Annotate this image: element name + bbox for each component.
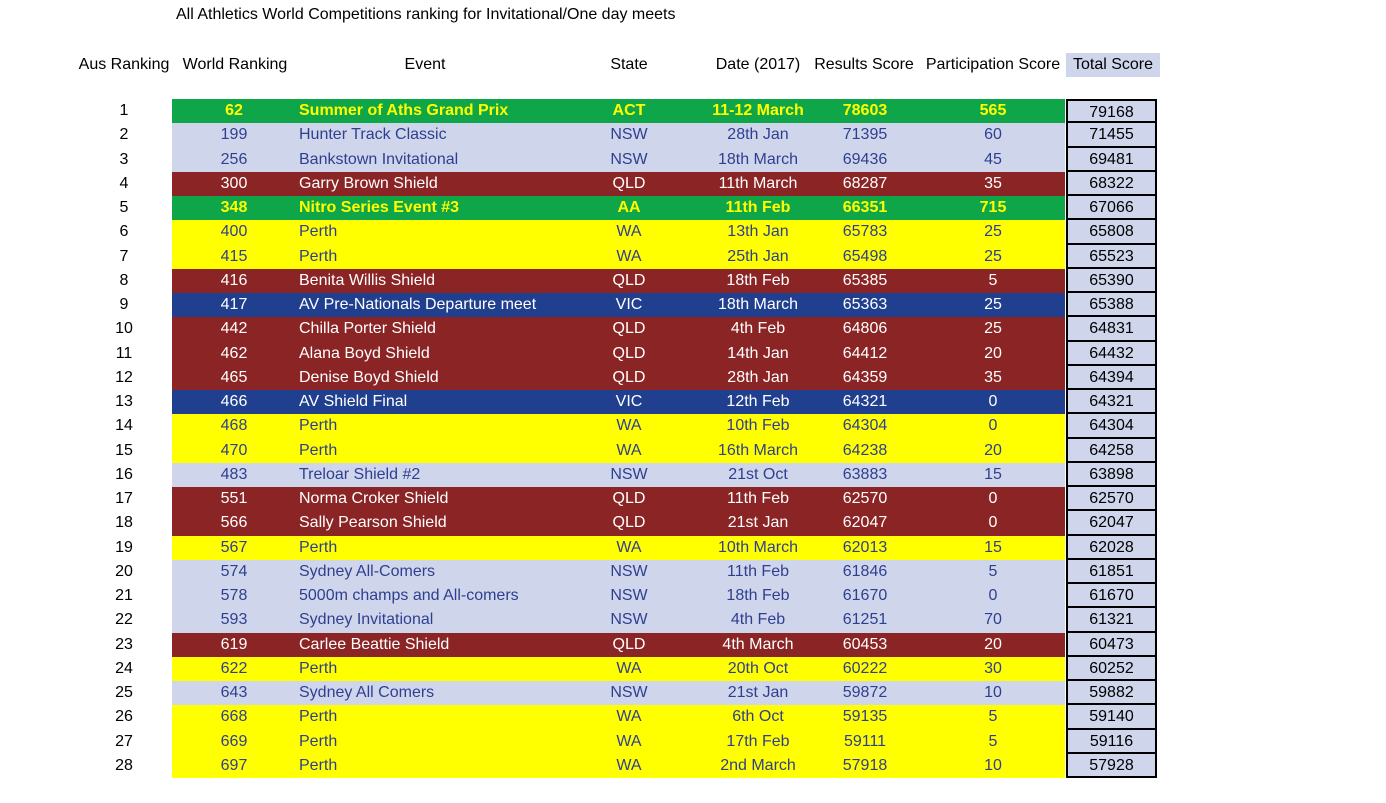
- total-score-cell: 63898: [1066, 463, 1157, 487]
- participation-score-cell: 35: [984, 174, 1002, 192]
- table-row: [0, 754, 1386, 778]
- world-ranking-cell: 622: [220, 659, 248, 677]
- table-row: [0, 172, 1386, 196]
- world-ranking-cell: 593: [220, 611, 248, 629]
- table-row: [0, 560, 1386, 584]
- date-cell: 28th Jan: [727, 368, 789, 386]
- table-row: [0, 439, 1386, 463]
- state-cell: NSW: [610, 126, 648, 144]
- table-row: [0, 123, 1386, 147]
- state-cell: QLD: [612, 490, 646, 507]
- results-score-cell: 64359: [842, 368, 888, 386]
- date-cell: 11th March: [718, 174, 798, 192]
- table-row: [0, 366, 1386, 390]
- total-score-cell: 68322: [1066, 172, 1157, 196]
- aus-ranking-cell: 26: [115, 708, 133, 726]
- participation-score-cell: 25: [984, 223, 1002, 241]
- total-score-cell: 64394: [1066, 366, 1157, 390]
- aus-ranking-cell: 4: [119, 174, 129, 192]
- aus-ranking-cell: 10: [115, 320, 133, 338]
- results-score-cell: 66351: [842, 199, 888, 216]
- participation-score-cell: 15: [984, 538, 1002, 556]
- table-row: [0, 633, 1386, 657]
- table-row: [0, 293, 1386, 317]
- table-row: [0, 705, 1386, 729]
- aus-ranking-cell: 22: [115, 611, 133, 629]
- total-score-cell: 79168: [1066, 99, 1157, 123]
- date-cell: 14th Jan: [727, 344, 789, 362]
- total-score-cell: 64321: [1066, 390, 1157, 414]
- aus-ranking-cell: 25: [115, 684, 133, 701]
- aus-ranking-cell: 28: [115, 756, 133, 774]
- state-cell: WA: [616, 756, 642, 774]
- date-cell: 11th Feb: [727, 490, 789, 507]
- participation-score-cell: 10: [984, 684, 1002, 701]
- table-row: [0, 99, 1386, 123]
- event-cell: Perth: [299, 247, 338, 265]
- total-score-cell: 59882: [1066, 681, 1157, 705]
- total-score-cell: 65390: [1066, 269, 1157, 293]
- aus-ranking-cell: 18: [115, 514, 133, 532]
- participation-score-cell: 30: [984, 659, 1002, 677]
- date-cell: 10th March: [717, 538, 799, 556]
- participation-score-cell: 0: [988, 490, 998, 507]
- world-ranking-cell: 256: [220, 150, 248, 168]
- total-score-cell: 60252: [1066, 657, 1157, 681]
- results-score-cell: 57918: [842, 756, 888, 774]
- participation-score-cell: 715: [979, 199, 1007, 216]
- total-score-cell: 62047: [1066, 511, 1157, 535]
- results-score-cell: 60453: [842, 635, 888, 653]
- total-score-cell: 61851: [1066, 560, 1157, 584]
- world-ranking-cell: 199: [220, 126, 248, 144]
- state-cell: QLD: [612, 514, 646, 532]
- aus-ranking-cell: 11: [115, 344, 133, 362]
- world-ranking-cell: 567: [220, 538, 248, 556]
- total-score-cell: 64831: [1066, 317, 1157, 341]
- date-cell: 16th March: [717, 441, 799, 459]
- aus-ranking-cell: 17: [115, 490, 133, 507]
- results-score-cell: 68287: [842, 174, 888, 192]
- event-cell: Hunter Track Classic: [299, 126, 447, 144]
- results-score-cell: 78603: [842, 102, 888, 119]
- results-score-cell: 62047: [842, 514, 888, 532]
- date-cell: 11th Feb: [725, 199, 791, 216]
- participation-score-cell: 5: [988, 271, 998, 289]
- table-row: [0, 414, 1386, 438]
- results-score-cell: 59111: [843, 732, 887, 750]
- event-cell: AV Pre-Nationals Departure meet: [299, 296, 537, 313]
- sheet-title: All Athletics World Competitions ranking for Invitational/One day meets: [176, 6, 676, 23]
- event-cell: Sydney All-Comers: [299, 562, 436, 580]
- world-ranking-cell: 566: [220, 514, 248, 532]
- state-cell: AA: [617, 199, 641, 216]
- header-aus-ranking: Aus Ranking: [78, 56, 170, 73]
- participation-score-cell: 15: [984, 465, 1002, 483]
- state-cell: VIC: [615, 296, 643, 313]
- participation-score-cell: 0: [988, 417, 998, 435]
- aus-ranking-cell: 23: [115, 635, 133, 653]
- state-cell: WA: [616, 247, 642, 265]
- total-score-cell: 62028: [1066, 536, 1157, 560]
- world-ranking-cell: 483: [220, 465, 248, 483]
- total-score-cell: 59140: [1066, 705, 1157, 729]
- event-cell: Treloar Shield #2: [299, 465, 421, 483]
- header-total-score: Total Score: [1066, 53, 1160, 77]
- aus-ranking-cell: 20: [115, 562, 133, 580]
- date-cell: 21st Oct: [728, 465, 788, 483]
- world-ranking-cell: 442: [220, 320, 248, 338]
- event-cell: 5000m champs and All-comers: [299, 587, 519, 604]
- date-cell: 4th March: [722, 635, 794, 653]
- date-cell: 12th Feb: [726, 393, 790, 410]
- results-score-cell: 64412: [842, 344, 888, 362]
- total-score-cell: 60473: [1066, 633, 1157, 657]
- world-ranking-cell: 400: [220, 223, 248, 241]
- total-score-cell: 59116: [1066, 730, 1157, 754]
- world-ranking-cell: 462: [220, 344, 248, 362]
- participation-score-cell: 5: [988, 732, 998, 750]
- participation-score-cell: 5: [988, 562, 998, 580]
- world-ranking-cell: 669: [220, 732, 248, 750]
- world-ranking-cell: 574: [220, 562, 248, 580]
- world-ranking-cell: 578: [220, 587, 248, 604]
- participation-score-cell: 5: [988, 708, 998, 726]
- participation-score-cell: 0: [988, 393, 998, 410]
- state-cell: NSW: [610, 684, 648, 701]
- table-row: [0, 681, 1386, 705]
- state-cell: ACT: [612, 102, 646, 119]
- event-cell: Perth: [299, 732, 338, 750]
- event-cell: Sydney Invitational: [299, 611, 434, 629]
- participation-score-cell: 60: [984, 126, 1002, 144]
- date-cell: 25th Jan: [727, 247, 789, 265]
- date-cell: 4th Feb: [730, 611, 786, 629]
- participation-score-cell: 565: [979, 102, 1007, 119]
- results-score-cell: 71395: [842, 126, 888, 144]
- world-ranking-cell: 465: [220, 368, 248, 386]
- table-row: [0, 269, 1386, 293]
- date-cell: 4th Feb: [730, 320, 786, 338]
- total-score-cell: 64304: [1066, 414, 1157, 438]
- date-cell: 18th Feb: [726, 587, 790, 604]
- aus-ranking-cell: 13: [115, 393, 133, 410]
- total-score-cell: 64258: [1066, 439, 1157, 463]
- total-score-cell: 61321: [1066, 608, 1157, 632]
- table-row: [0, 390, 1386, 414]
- participation-score-cell: 25: [984, 247, 1002, 265]
- event-cell: Carlee Beattie Shield: [299, 635, 450, 653]
- date-cell: 18th Feb: [726, 271, 790, 289]
- aus-ranking-cell: 3: [119, 150, 129, 168]
- date-cell: 10th Feb: [726, 417, 790, 435]
- participation-score-cell: 20: [984, 344, 1002, 362]
- table-row: [0, 608, 1386, 632]
- world-ranking-cell: 415: [220, 247, 248, 265]
- header-event: Event: [404, 56, 446, 73]
- world-ranking-cell: 643: [220, 684, 248, 701]
- participation-score-cell: 10: [984, 756, 1002, 774]
- ranking-table: [0, 99, 1386, 778]
- results-score-cell: 65363: [842, 296, 888, 313]
- state-cell: QLD: [612, 174, 646, 192]
- participation-score-cell: 20: [984, 635, 1002, 653]
- header-world-ranking: World Ranking: [182, 56, 288, 73]
- state-cell: NSW: [610, 587, 648, 604]
- state-cell: WA: [616, 417, 642, 435]
- total-score-cell: 64432: [1066, 342, 1157, 366]
- date-cell: 11th Feb: [727, 562, 789, 580]
- table-row: [0, 511, 1386, 535]
- aus-ranking-cell: 1: [119, 102, 129, 119]
- results-score-cell: 69436: [842, 150, 888, 168]
- event-cell: Perth: [299, 223, 338, 241]
- results-score-cell: 64238: [842, 441, 888, 459]
- results-score-cell: 65783: [842, 223, 888, 241]
- state-cell: WA: [616, 538, 642, 556]
- table-row: [0, 342, 1386, 366]
- world-ranking-cell: 468: [220, 417, 248, 435]
- date-cell: 21st Jan: [727, 684, 789, 701]
- event-cell: Alana Boyd Shield: [299, 344, 430, 362]
- results-score-cell: 64304: [842, 417, 888, 435]
- table-row: [0, 536, 1386, 560]
- event-cell: Chilla Porter Shield: [299, 320, 436, 338]
- table-row: [0, 220, 1386, 244]
- event-cell: Garry Brown Shield: [299, 174, 438, 192]
- event-cell: Perth: [299, 538, 338, 556]
- state-cell: QLD: [612, 635, 646, 653]
- header-results-score: Results Score: [814, 56, 914, 73]
- event-cell: Perth: [299, 659, 338, 677]
- table-row: [0, 487, 1386, 511]
- aus-ranking-cell: 19: [115, 538, 133, 556]
- state-cell: WA: [616, 441, 642, 459]
- state-cell: WA: [616, 659, 642, 677]
- state-cell: QLD: [612, 320, 646, 338]
- state-cell: QLD: [612, 344, 646, 362]
- results-score-cell: 62013: [842, 538, 888, 556]
- header-date: Date (2017): [715, 56, 801, 73]
- participation-score-cell: 35: [984, 368, 1002, 386]
- event-cell: Perth: [299, 756, 338, 774]
- aus-ranking-cell: 9: [119, 296, 129, 313]
- table-row: [0, 657, 1386, 681]
- event-cell: Benita Willis Shield: [299, 271, 436, 289]
- date-cell: 2nd March: [720, 756, 796, 774]
- aus-ranking-cell: 6: [119, 223, 129, 241]
- results-score-cell: 65498: [842, 247, 888, 265]
- table-row: [0, 317, 1386, 341]
- event-cell: Bankstown Invitational: [299, 150, 459, 168]
- participation-score-cell: 45: [984, 150, 1002, 168]
- world-ranking-cell: 466: [220, 393, 248, 410]
- aus-ranking-cell: 27: [115, 732, 133, 750]
- state-cell: QLD: [612, 368, 646, 386]
- results-score-cell: 61670: [842, 587, 888, 604]
- aus-ranking-cell: 14: [115, 417, 133, 435]
- results-score-cell: 62570: [842, 490, 888, 507]
- table-row: [0, 245, 1386, 269]
- event-cell: Sydney All Comers: [299, 684, 435, 701]
- total-score-cell: 61670: [1066, 584, 1157, 608]
- total-score-cell: 69481: [1066, 148, 1157, 172]
- date-cell: 17th Feb: [726, 732, 790, 750]
- state-cell: NSW: [610, 611, 648, 629]
- table-row: [0, 196, 1386, 220]
- date-cell: 6th Oct: [732, 708, 784, 726]
- state-cell: NSW: [610, 150, 648, 168]
- world-ranking-cell: 300: [220, 174, 248, 192]
- world-ranking-cell: 619: [220, 635, 248, 653]
- aus-ranking-cell: 2: [119, 126, 129, 144]
- date-cell: 21st Jan: [727, 514, 789, 532]
- total-score-cell: 65808: [1066, 220, 1157, 244]
- participation-score-cell: 20: [984, 441, 1002, 459]
- aus-ranking-cell: 16: [115, 465, 133, 483]
- event-cell: Denise Boyd Shield: [299, 368, 439, 386]
- total-score-cell: 65388: [1066, 293, 1157, 317]
- world-ranking-cell: 470: [220, 441, 248, 459]
- world-ranking-cell: 62: [225, 102, 243, 119]
- state-cell: QLD: [612, 271, 646, 289]
- world-ranking-cell: 416: [220, 271, 248, 289]
- event-cell: Sally Pearson Shield: [299, 514, 447, 532]
- event-cell: Perth: [299, 708, 338, 726]
- state-cell: VIC: [615, 393, 643, 410]
- event-cell: Perth: [299, 441, 338, 459]
- participation-score-cell: 70: [984, 611, 1002, 629]
- aus-ranking-cell: 5: [119, 199, 129, 216]
- results-score-cell: 59872: [842, 684, 888, 701]
- world-ranking-cell: 551: [220, 490, 248, 507]
- aus-ranking-cell: 24: [115, 659, 133, 677]
- event-cell: AV Shield Final: [299, 393, 408, 410]
- results-score-cell: 59135: [842, 708, 888, 726]
- table-row: [0, 463, 1386, 487]
- header-state: State: [610, 56, 648, 73]
- results-score-cell: 64321: [842, 393, 888, 410]
- participation-score-cell: 0: [988, 587, 998, 604]
- aus-ranking-cell: 8: [119, 271, 129, 289]
- event-cell: Summer of Aths Grand Prix: [299, 102, 509, 119]
- date-cell: 18th March: [717, 150, 799, 168]
- table-row: [0, 584, 1386, 608]
- world-ranking-cell: 417: [220, 296, 248, 313]
- aus-ranking-cell: 21: [115, 587, 133, 604]
- state-cell: NSW: [610, 562, 648, 580]
- total-score-cell: 62570: [1066, 487, 1157, 511]
- total-score-cell: 67066: [1066, 196, 1157, 220]
- total-score-cell: 57928: [1066, 754, 1157, 778]
- world-ranking-cell: 668: [220, 708, 248, 726]
- world-ranking-cell: 348: [220, 199, 248, 216]
- event-cell: Perth: [299, 417, 338, 435]
- date-cell: 28th Jan: [727, 126, 789, 144]
- participation-score-cell: 25: [984, 296, 1002, 313]
- results-score-cell: 63883: [842, 465, 888, 483]
- aus-ranking-cell: 12: [115, 368, 133, 386]
- header-participation-score: Participation Score: [925, 56, 1061, 73]
- state-cell: NSW: [610, 465, 648, 483]
- participation-score-cell: 0: [988, 514, 998, 532]
- table-row: [0, 148, 1386, 172]
- results-score-cell: 61846: [842, 562, 888, 580]
- event-cell: Norma Croker Shield: [299, 490, 449, 507]
- total-score-cell: 65523: [1066, 245, 1157, 269]
- results-score-cell: 61251: [842, 611, 888, 629]
- state-cell: WA: [616, 732, 642, 750]
- aus-ranking-cell: 15: [115, 441, 133, 459]
- aus-ranking-cell: 7: [119, 247, 129, 265]
- participation-score-cell: 25: [984, 320, 1002, 338]
- date-cell: 18th March: [717, 296, 799, 313]
- table-row: [0, 730, 1386, 754]
- state-cell: WA: [616, 223, 642, 241]
- date-cell: 13th Jan: [727, 223, 789, 241]
- date-cell: 20th Oct: [727, 659, 789, 677]
- state-cell: WA: [616, 708, 642, 726]
- results-score-cell: 64806: [842, 320, 888, 338]
- results-score-cell: 65385: [842, 271, 888, 289]
- results-score-cell: 60222: [842, 659, 888, 677]
- world-ranking-cell: 697: [220, 756, 248, 774]
- total-score-cell: 71455: [1066, 123, 1157, 147]
- event-cell: Nitro Series Event #3: [299, 199, 460, 216]
- date-cell: 11-12 March: [712, 102, 804, 119]
